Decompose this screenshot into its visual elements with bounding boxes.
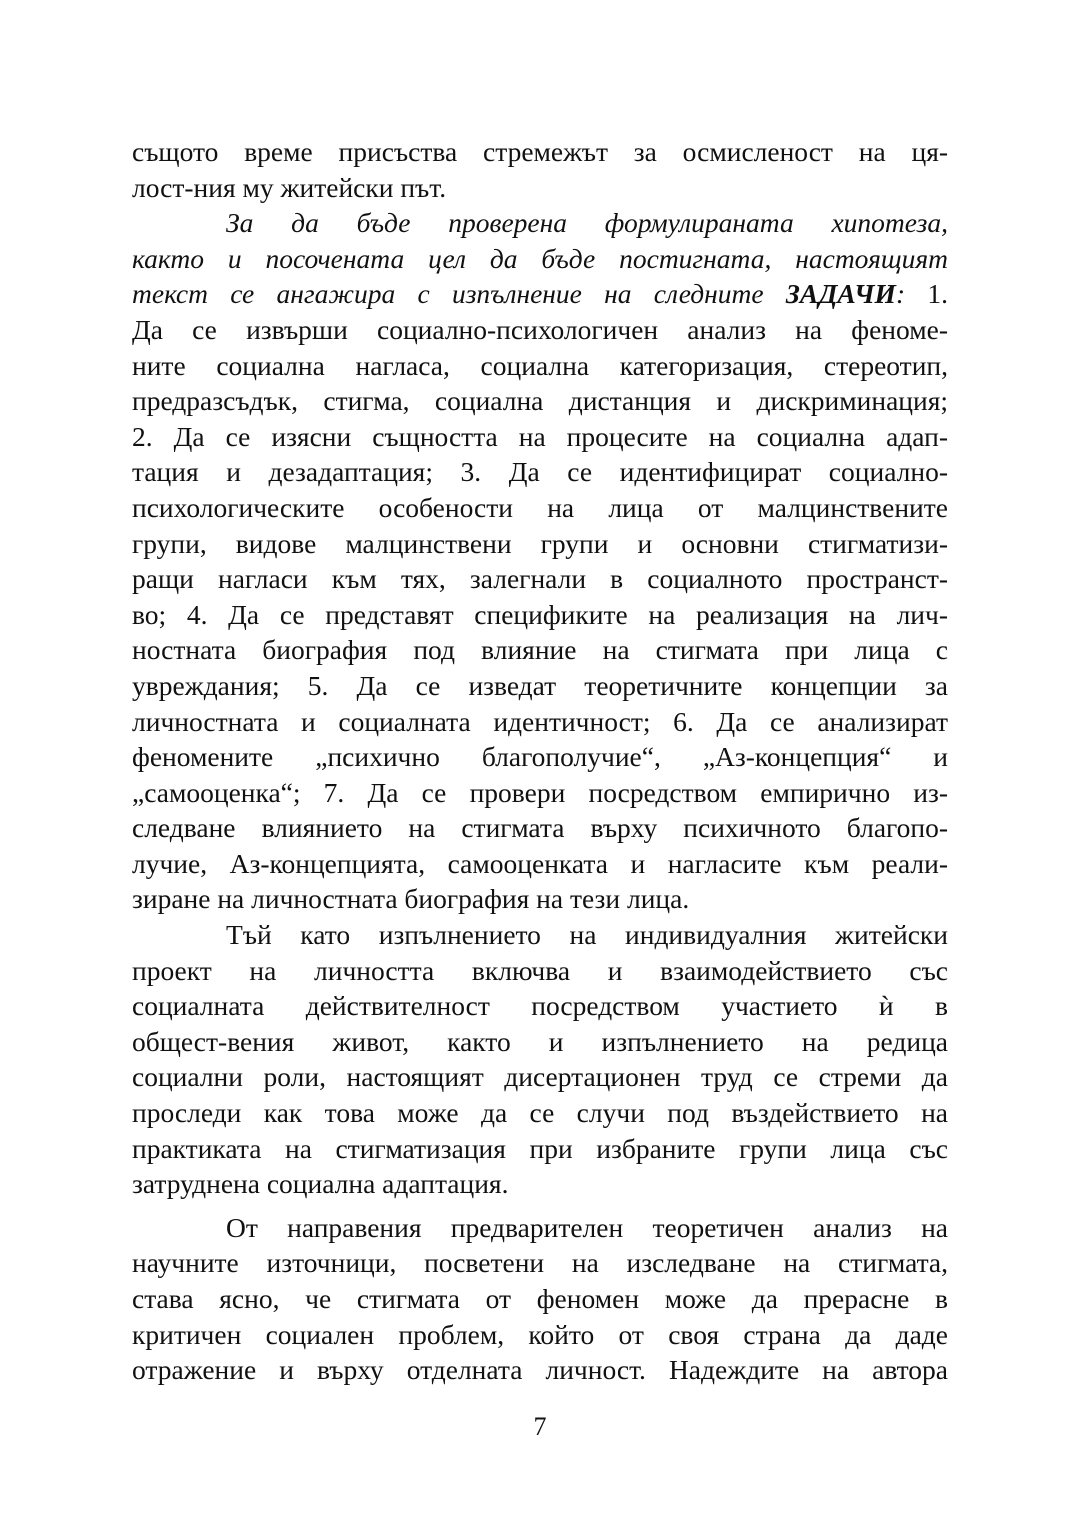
text-line: ните социална нагласа, социална категоризация, стереотип, [132,349,948,381]
text-line: става ясно, че стигмата от феномен може да прерасне в [132,1283,948,1314]
text-line: научните източници, посветени на изследване на стигмата, [132,1247,948,1279]
text-line: зиране на личностната биография на тези лица. [132,883,690,915]
text-line: психологическите особености на лица от малцинствените [132,491,948,523]
italic-colon: : [895,278,906,310]
text-line: критичен социален проблем, който от своя страна да даде [132,1318,948,1350]
page-number: 7 [533,1412,547,1441]
text-line: От направения предварителен теоретичен анализ на [226,1211,948,1243]
tasks-heading: ЗАДАЧИ [785,278,896,310]
paragraph-continuation [132,134,948,205]
italic-text: текст се ангажира с изпълнение на следните [132,278,764,310]
text-line [132,241,948,277]
text-line [132,205,948,241]
text-line: Да се извърши социално-психологичен анализ на феноме- [132,313,948,345]
text-line: общест-вения живот, както и изпълнението на редица [132,1025,948,1057]
text-line: същото време присъства стремежът за осмисленост на ця- [132,136,948,167]
paragraph-tasks [132,205,948,917]
text-line: лучие, Аз-концепцията, самооценката и нагласите към реали- [132,847,948,879]
text-line: лост-ния му житейски път. [132,171,447,203]
text-line: „самооценка“; 7. Да се провери посредством емпирично из- [132,776,948,808]
text-line: во; 4. Да се представят спецификите на реализация на лич- [132,598,948,630]
text-line: социални роли, настоящият дисертационен труд се стреми да [132,1061,948,1093]
text-line: ращи нагласи към тях, залегнали в социалното пространст- [132,563,948,595]
text-line: следване влиянието на стигмата върху психичното благопо- [132,812,948,844]
page-body [132,134,948,1388]
text-line: практиката на стигматизация при избраните групи лица със [132,1132,948,1164]
text-line: 2. Да се изясни същността на процесите на социална адап- [132,420,948,452]
paragraph-project [132,917,948,1202]
text-line: предразсъдък, стигма, социална дистанция и дискриминация; [132,385,948,417]
text-line: тация и дезадаптация; 3. Да се идентифицират социално- [132,456,948,488]
text-line: социалната действителност посредством участието ѝ в [132,990,948,1022]
text-line: личностната и социалната идентичност; 6. Да се анализират [132,705,948,737]
task-number: 1. [927,278,948,310]
text-line [132,276,948,312]
text-line: ностната биография под влияние на стигмата при лица с [132,634,948,666]
italic-text: За да бъде проверена формулираната хипотеза, [226,207,948,239]
text-line: проследи как това може да се случи под въздействието на [132,1097,948,1129]
paragraph-gap [132,1202,948,1210]
text-line: отражение и върху отделната личност. Надеждите на автора [132,1354,948,1386]
italic-text: както и посочената цел да бъде постигната, настоящият [132,242,948,274]
paragraph-analysis [132,1210,948,1388]
text-line: проект на личността включва и взаимодействието със [132,954,948,986]
text-line: феномените „психично благополучие“, „Аз-концепция“ и [132,741,948,773]
text-line: групи, видове малцинствени групи и основни стигматизи- [132,527,948,559]
text-line: Тъй като изпълнението на индивидуалния житейски [226,919,948,951]
text-line: увреждания; 5. Да се изведат теоретичните концепции за [132,669,948,701]
text-line: затруднена социална адаптация. [132,1168,509,1200]
